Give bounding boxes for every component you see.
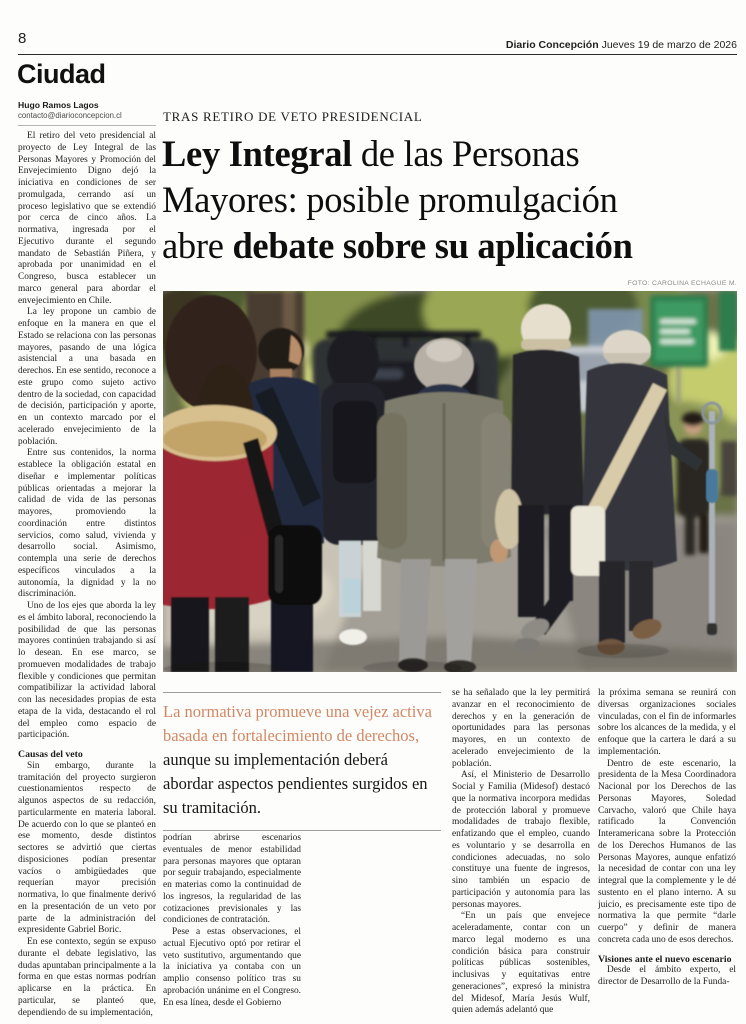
- body-column-3: [452, 688, 590, 1024]
- paragraph: Desde el ámbito experto, el director de Desarrollo de la Funda-: [598, 965, 736, 987]
- paragraph: Uno de los ejes que aborda la ley es el ámbito laboral, reconociendo la posibilidad de que las personas mayores continúen trabajando si así lo desean. En ese marco, se promueven modalidades de trabajo flexible y condiciones que permitan compatibilizar la actividad laboral con las necesidades propias de esta etapa de la vida, destacando el rol del empleo como espacio de participación.: [18, 601, 156, 741]
- byline: [18, 100, 156, 126]
- header-rule: [18, 54, 737, 55]
- headline-bold-lead: Ley Integral: [162, 133, 353, 174]
- subheading-visiones: Visiones ante el nuevo escenario: [598, 953, 732, 965]
- headline-regular: abre: [162, 225, 233, 266]
- paragraph: La ley propone un cambio de enfoque en la manera en que el Estado se relaciona con las personas mayores, pasando de una lógica asistencial a una basada en derechos. En ese sentido, reconoce a este grupo como sujeto activo dentro de la sociedad, con capacidad de decisión, participación y aporte, en un contexto marcado por el acelerado envejecimiento de la población.: [18, 307, 156, 447]
- author-name: Hugo Ramos Lagos: [18, 100, 99, 110]
- page-number: 8: [18, 30, 27, 47]
- headline: [162, 131, 742, 269]
- paragraph: Sin embargo, durante la tramitación del proyecto surgieron cuestionamientos respecto de algunos aspectos de su redacción, particularmente en materia laboral. De acuerdo con lo que se planteó en ese momento, desde distintos sectores se advirtió que ciertas disposiciones podían presentar vacíos o ambigüedades que requerían mayor precisión normativa, lo que finalmente derivó en la presentación de un veto por parte de la administración del expresidente Gabriel Boric.: [18, 760, 156, 936]
- headline-line-1: [162, 131, 742, 177]
- body-column-2: [163, 833, 301, 1024]
- pull-quote-rest: aunque su implementación deberá abordar aspectos pendientes surgidos en su tramitación.: [163, 750, 428, 817]
- street-scene-illustration: [163, 291, 737, 672]
- headline-line-2: Mayores: posible promulgación: [162, 179, 618, 220]
- article-photo: [163, 291, 737, 672]
- headline-bold-tail: debate sobre su aplicación: [232, 225, 633, 266]
- kicker: TRAS RETIRO DE VETO PRESIDENCIAL: [163, 109, 423, 124]
- header-dateline: [506, 39, 737, 51]
- paragraph: podrían abrirse escenarios eventuales de menor estabilidad para personas mayores que optaran por seguir trabajando, especialmente en materias como la continuidad de los ingresos, la regularidad de las cotizaciones previsionales y las condiciones de contratación.: [163, 833, 301, 926]
- issue-date: Jueves 19 de marzo de 2026: [601, 39, 737, 51]
- paragraph: Así, el Ministerio de Desarrollo Social y Familia (Midesof) destacó que la normativa incorpora medidas de protección laboral y promueve modalidades de trabajo flexible, enfatizando que el empleo, cuando es voluntario y se desarrolla en condiciones adecuadas, no solo constituye una fuente de ingresos, sino también un espacio de participación y autonomía para las personas mayores.: [452, 770, 590, 910]
- paragraph: la próxima semana se reunirá con diversas organizaciones sociales vinculadas, con el fin de informarles sobre los alcances de la medida, y el enfoque que la cartera le dará a su implementación.: [598, 688, 736, 757]
- subheading-causas-del-veto: Causas del veto: [18, 749, 83, 760]
- paragraph: “En un país que envejece aceleradamente, contar con un marco legal moderno es una condición básica para construir políticas públicas sostenibles, inclusivas y equitativas entre generaciones”, expresó la ministra del Midesof, María Jesús Wulf, quien además adelantó que: [452, 911, 590, 1016]
- photo-credit: FOTO: CAROLINA ECHAGUE M.: [627, 280, 737, 287]
- paragraph: Dentro de este escenario, la presidenta de la Mesa Coordinadora Nacional por los Derechos de las Personas Mayores, Soledad Carvacho, valoró que Chile haya ratificado la Convención Interamericana sobre la Protección de los Derechos Humanos de las Personas Mayores, aunque enfatizó la necesidad de contar con una ley integral que la complemente y le dé sustento en el plano interno. A su juicio, es precisamente este tipo de normativa la que permite “darle cuerpo” y definir de manera concreta cada uno de esos derechos.: [598, 758, 736, 945]
- headline-regular: de las Personas: [352, 133, 580, 174]
- pull-quote: [163, 692, 441, 831]
- headline-line-3: [162, 223, 742, 269]
- masthead: Diario Concepción: [505, 39, 599, 51]
- body-column-1: [18, 131, 156, 1024]
- author-email: contacto@diarioconcepcion.cl: [18, 111, 122, 120]
- paragraph: El retiro del veto presidencial al proyecto de Ley Integral de las Personas Mayores y Promoción del Envejecimiento Digno dejó la iniciativa en condiciones de ser promulgada, cerrando así un proceso legislativo que se extendió por cerca de cinco años. La normativa, ingresada por el Ejecutivo durante el segundo mandato de Sebastián Piñera, y aprobada por unanimidad en el Congreso, busca establecer un marco general para abordar el envejecimiento en Chile.: [18, 131, 156, 306]
- paragraph: se ha señalado que la ley permitirá avanzar en el reconocimiento de derechos y en la generación de oportunidades para las personas mayores, en un contexto de acelerado envejecimiento de la población.: [452, 688, 590, 769]
- paragraph: En ese contexto, según se expuso durante el debate legislativo, las dudas apuntaban principalmente a la forma en que estas normas podrían aplicarse en la práctica. En particular, se planteó que, dependiendo de su implementación,: [18, 937, 156, 1018]
- paragraph: Entre sus contenidos, la norma establece la obligación estatal en diseñar e implementar políticas públicas orientadas a mejorar la calidad de vida de las personas mayores, promoviendo la coordinación entre distintos servicios, como salud, vivienda y desarrollo social. Asimismo, contempla una serie de derechos específicos vinculados a la autonomía, la dignidad y la no discriminación.: [18, 448, 156, 600]
- body-column-4: [598, 688, 736, 1024]
- paragraph: Pese a estas observaciones, el actual Ejecutivo optó por retirar el veto sustitutivo, argumentando que la iniciativa ya contaba con un amplio consenso político tras su aprobación unánime en el Congreso. En esa línea, desde el Gobierno: [163, 927, 301, 1008]
- section-title: Ciudad: [17, 59, 106, 89]
- pull-quote-highlight: La normativa promueve una vejez activa basada en fortalecimiento de derechos,: [163, 702, 432, 745]
